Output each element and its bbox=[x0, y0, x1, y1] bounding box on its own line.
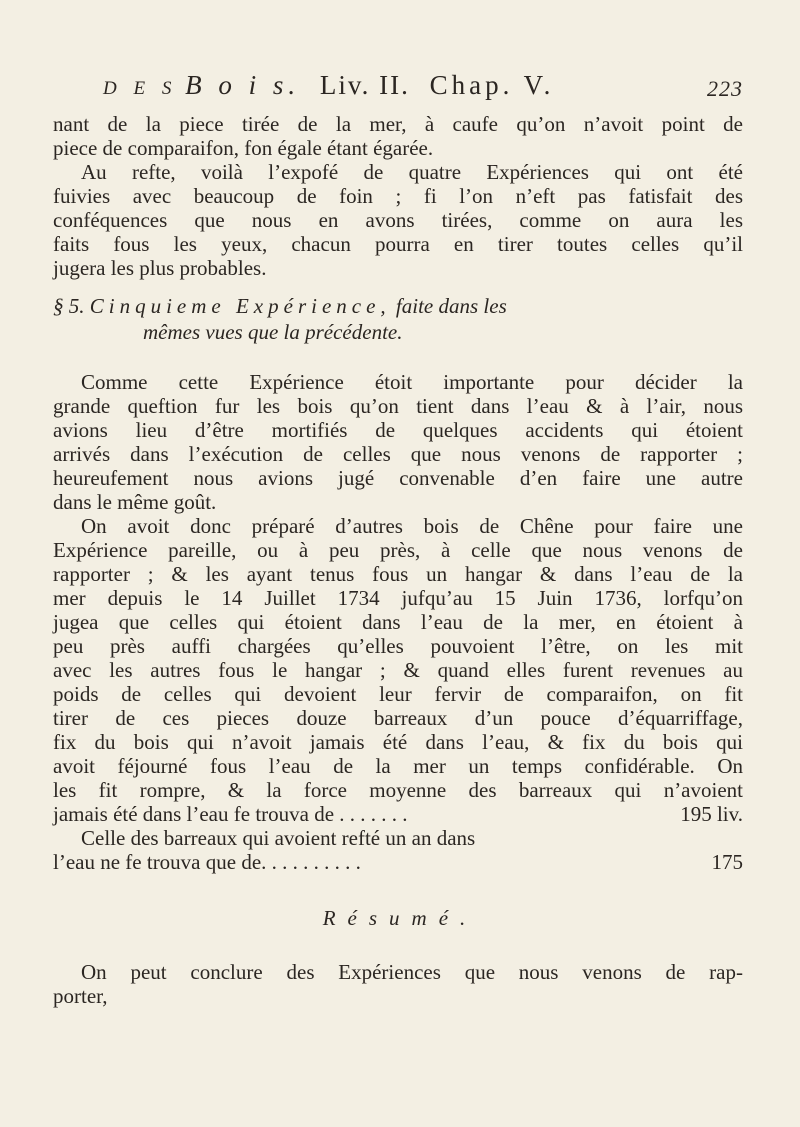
text-line: les fit rompre, & la force moyenne des barreaux qui n’avoient bbox=[53, 778, 743, 802]
text-line: On peut conclure des Expériences que nous venons de rap- bbox=[81, 960, 743, 984]
text-line: Comme cette Expérience étoit importante pour décider la bbox=[81, 370, 743, 394]
result-row-label: jamais été dans l’eau fe trouva de . . . . . . . bbox=[53, 802, 408, 826]
section-heading-line2: mêmes vues que la précédente. bbox=[143, 320, 403, 344]
text-line: avions lieu d’être mortifiés de quelques accidents qui étoient bbox=[53, 418, 743, 442]
header-liv: Liv. II. bbox=[319, 70, 410, 100]
text-line: jugera les plus probables. bbox=[53, 256, 267, 280]
result-row-dry bbox=[53, 802, 743, 826]
section-heading-line1 bbox=[53, 293, 743, 319]
text-line: faits fous les yeux, chacun pourra en tirer toutes celles qu’il bbox=[53, 232, 743, 256]
header-bois: B o i s. bbox=[185, 70, 301, 100]
text-line: poids de celles qui devoient leur fervir de comparaifon, on fit bbox=[53, 682, 743, 706]
text-line: nant de la piece tirée de la mer, à caufe qu’on n’avoit point de bbox=[53, 112, 743, 136]
result-row-label: l’eau ne fe trouva que de. . . . . . . . . . bbox=[53, 850, 361, 874]
section-heading-rest: faite dans les bbox=[395, 294, 507, 318]
text-line: peu près auffi chargées qu’elles pouvoient l’être, on les mit bbox=[53, 634, 743, 658]
text-line: arrivés dans l’exécution de celles que nous venons de rapporter ; bbox=[53, 442, 743, 466]
resume-heading: Résumé. bbox=[322, 906, 478, 930]
text-line: dans le même goût. bbox=[53, 490, 217, 514]
result-row-soaked bbox=[53, 850, 743, 874]
text-line: jugea que celles qui étoient dans l’eau de la mer, en étoient à bbox=[53, 610, 743, 634]
section-heading-name: Cinquieme Expérience, bbox=[89, 294, 391, 318]
result-row-value: 175 bbox=[711, 850, 743, 874]
text-line: porter, bbox=[53, 984, 108, 1008]
result-row-value: 195 liv. bbox=[680, 802, 743, 826]
section-heading bbox=[53, 293, 743, 345]
text-line: mer depuis le 14 Juillet 1734 jufqu’au 15 Juin 1736, lorfqu’on bbox=[53, 586, 743, 610]
text-line: Expérience pareille, ou à peu près, à celle que nous venons de bbox=[53, 538, 743, 562]
text-line: On avoit donc préparé d’autres bois de Chêne pour faire une bbox=[81, 514, 743, 538]
text-line: avec les autres fous le hangar ; & quand elles furent revenues au bbox=[53, 658, 743, 682]
header-chap: Chap. V. bbox=[429, 70, 555, 100]
text-line: rapporter ; & les ayant tenus fous un hangar & dans l’eau de la bbox=[53, 562, 743, 586]
text-line: avoit féjourné fous l’eau de la mer un temps confidérable. On bbox=[53, 754, 743, 778]
text-line: Celle des barreaux qui avoient refté un an dans bbox=[81, 826, 476, 850]
page-number: 223 bbox=[707, 76, 743, 101]
text-line: fix du bois qui n’avoit jamais été dans l’eau, & fix du bois qui bbox=[53, 730, 743, 754]
text-line: tirer de ces pieces douze barreaux d’un pouce d’équarriffage, bbox=[53, 706, 743, 730]
text-line: fuivies avec beaucoup de foin ; fi l’on n’eft pas fatisfait des bbox=[53, 184, 743, 208]
text-line: conféquences que nous en avons tirées, comme on aura les bbox=[53, 208, 743, 232]
section-number: § 5. bbox=[53, 294, 85, 318]
running-header bbox=[103, 70, 743, 110]
text-line: heureufement nous avions jugé convenable d’en faire une autre bbox=[53, 466, 743, 490]
header-title bbox=[103, 70, 554, 101]
text-line: Au refte, voilà l’expofé de quatre Expériences qui ont été bbox=[81, 160, 743, 184]
text-line: piece de comparaifon, fon égale étant égarée. bbox=[53, 136, 434, 160]
header-de: D E S bbox=[103, 78, 178, 99]
text-line: grande queftion fur les bois qu’on tient dans l’eau & à l’air, nous bbox=[53, 394, 743, 418]
